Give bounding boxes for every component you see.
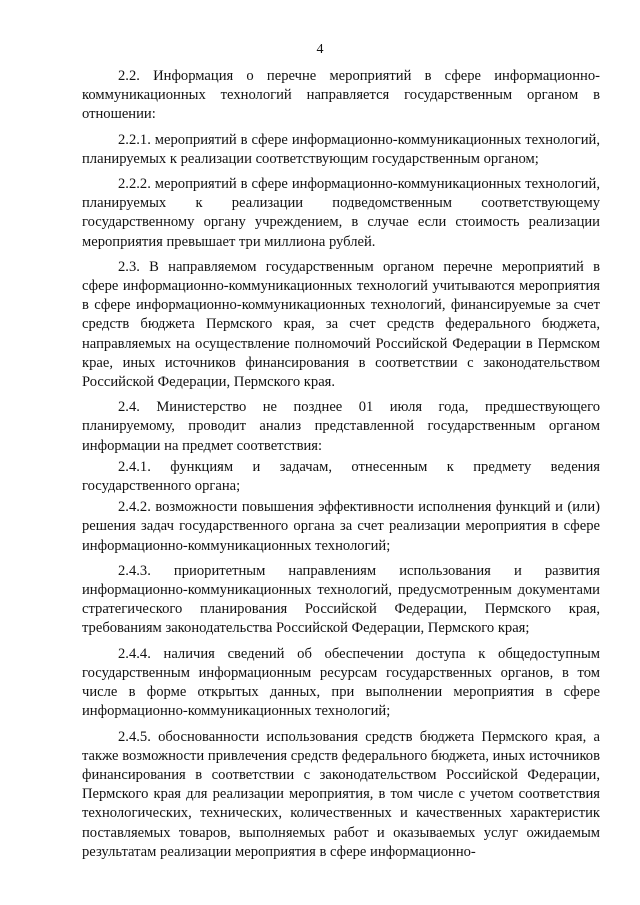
paragraph-2-4-2: 2.4.2. возможности повышения эффективности исполнения функций и (или) решения задач государственного органа за счет реализации мероприятия в сфере информационно-коммуникационных технологий; [82,499,600,554]
paragraph-2-2-2: 2.2.2. мероприятий в сфере информационно-коммуникационных технологий, планируемых к реализации подведомственным соответствующему государственному органу учреждением, в случае если стоимость реализации мероприятия превышает три миллиона рублей. [82,176,600,250]
document-body [82,67,600,868]
paragraph-2-2: 2.2. Информация о перечне мероприятий в сфере информационно-коммуникационных технологий направляется государственным органом в отношении: [82,68,600,123]
paragraph-2-4-5: 2.4.5. обоснованности использования средств бюджета Пермского края, а также возможности привлечения средств федерального бюджета, иных источников финансирования в соответствии с законодательством Российской Федерации, Пермского края для реализации мероприятия, в том числе с учетом соответствия технологических, технических, количественных и качественных характеристик поставляемых товаров, выполняемых работ и оказываемых услуг ожидаемым результатам реализации мероприятия в сфере информационно- [82,728,600,860]
paragraph-2-4-1: 2.4.1. функциям и задачам, отнесенным к предмету ведения государственного органа; [82,458,600,495]
paragraph-2-4: 2.4. Министерство не позднее 01 июля года, предшествующего планируемому, проводит анализ представленной государственным органом информации на предмет соответствия: [82,399,600,454]
page-number: 4 [316,42,324,57]
paragraph-2-2-1: 2.2.1. мероприятий в сфере информационно-коммуникационных технологий, планируемых к реализации соответствующим государственным органом; [82,131,600,167]
paragraph-2-4-4: 2.4.4. наличия сведений об обеспечении доступа к общедоступным государственным информационным ресурсам государственных органов, в том числе в форме открытых данных, при выполнении мероприятия в сфере информационно-коммуникационных технологий; [82,645,600,720]
paragraph-2-4-3: 2.4.3. приоритетным направлениям использования и развития информационно-коммуникационных технологий, предусмотренным документами стратегического планирования Российской Федерации, Пермского края, требованиям законодательства Российской Федерации, Пермского края; [82,562,600,637]
paragraph-2-3: 2.3. В направляемом государственным органом перечне мероприятий в сфере информационно-коммуникационных технологий учитываются мероприятия в сфере информационно-коммуникационных технологий, финансируемые за счет средств бюджета Пермского края, за счет средств федерального бюджета, направляемых на осуществление полномочий Российской Федерации в Пермском крае, иных источников финансирования в соответствии с законодательством Российской Федерации, Пермского края. [82,258,600,391]
